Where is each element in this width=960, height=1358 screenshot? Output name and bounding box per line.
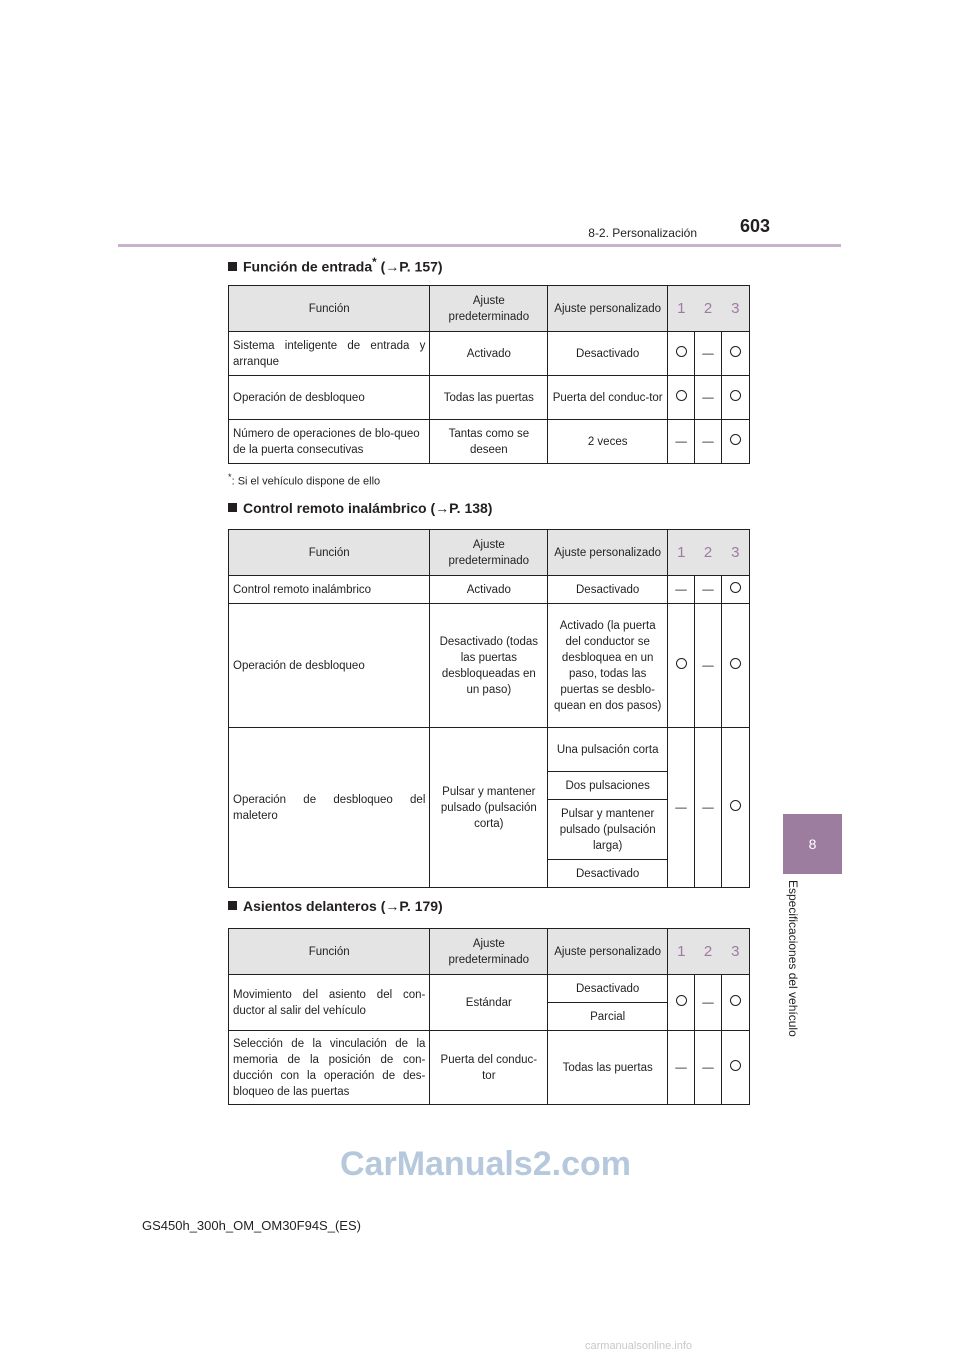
square-bullet-icon xyxy=(228,901,237,910)
table-header-cell: Ajuste personalizado xyxy=(548,929,668,975)
table-cell: Tantas como se deseen xyxy=(430,420,548,464)
table-header-cell: Ajuste predeterminado xyxy=(430,929,548,975)
table-row xyxy=(229,975,750,1003)
table-cell: Pulsar y mantener pulsado (pulsación larga) xyxy=(548,800,668,860)
running-header: 8-2. Personalización xyxy=(588,226,697,240)
table-cell: — xyxy=(695,1031,722,1105)
table-cell: Desactivado xyxy=(548,860,668,888)
table-cell: Activado xyxy=(430,332,548,376)
table-header-cell: Ajuste predeterminado xyxy=(430,530,548,576)
square-bullet-icon xyxy=(228,262,237,271)
table-cell: Selección de la vinculación de la memoria de la posición de con-ducción con la operación de des-bloqueo de las puertas xyxy=(229,1031,430,1105)
table-cell: Activado xyxy=(430,576,548,604)
section-title-control-remoto: Control remoto inalámbrico (→P. 138) xyxy=(228,500,492,516)
page-number: 603 xyxy=(740,216,771,236)
table-row xyxy=(229,604,750,728)
mark-available-icon xyxy=(722,604,750,728)
table-cell: — xyxy=(695,376,722,420)
header-rule xyxy=(118,244,841,247)
table-row xyxy=(229,420,750,464)
mark-available-icon xyxy=(668,376,695,420)
table-header-cell: 1 xyxy=(668,929,695,975)
mark-available-icon xyxy=(668,604,695,728)
table-funcion-entrada xyxy=(228,285,750,464)
document-code: GS450h_300h_OM_OM30F94S_(ES) xyxy=(142,1218,361,1233)
table-cell: — xyxy=(695,975,722,1031)
col-predeterminado: Ajuste predeterminado xyxy=(430,286,548,332)
table-cell: Desactivado (todas las puertas desbloqueadas en un paso) xyxy=(430,604,548,728)
table-cell: Desactivado xyxy=(548,332,668,376)
table-cell: — xyxy=(695,576,722,604)
table-header-cell: 2 xyxy=(695,530,722,576)
table-cell: Desactivado xyxy=(548,576,668,604)
mark-available-icon xyxy=(722,728,750,888)
table-header-cell: 2 xyxy=(695,929,722,975)
table-cell: — xyxy=(695,728,722,888)
table-row xyxy=(229,576,750,604)
table-cell: Todas las puertas xyxy=(548,1031,668,1105)
square-bullet-icon xyxy=(228,503,237,512)
table-cell: — xyxy=(668,576,695,604)
mark-available-icon xyxy=(722,332,750,376)
table-cell: Número de operaciones de blo-queo de la puerta consecutivas xyxy=(229,420,430,464)
table-header-cell: Función xyxy=(229,530,430,576)
mark-available-icon xyxy=(722,975,750,1031)
mark-available-icon xyxy=(722,376,750,420)
table-cell: Pulsar y mantener pulsado (pulsación corta) xyxy=(430,728,548,888)
table-header-cell: 3 xyxy=(722,530,750,576)
table-cell: Puerta del conduc-tor xyxy=(430,1031,548,1105)
table-cell: Operación de desbloqueo del maletero xyxy=(229,728,430,888)
table-cell: Desactivado xyxy=(548,975,668,1003)
mark-available-icon xyxy=(668,975,695,1031)
table-row xyxy=(229,1031,750,1105)
col-personalizado: Ajuste personalizado xyxy=(548,286,668,332)
table-cell: — xyxy=(668,420,695,464)
table-header-cell: 1 xyxy=(668,530,695,576)
table-cell: Puerta del conduc-tor xyxy=(548,376,668,420)
table-cell: Una pulsación corta xyxy=(548,728,668,772)
col-funcion: Función xyxy=(229,286,430,332)
chapter-title: Especificaciones del vehículo xyxy=(786,880,800,1037)
mark-available-icon xyxy=(722,420,750,464)
table-cell: Todas las puertas xyxy=(430,376,548,420)
chapter-tab xyxy=(783,814,842,874)
table-cell: Activado (la puerta del conductor se desbloquea en un paso, todas las puertas se desblo-quean en dos pasos) xyxy=(548,604,668,728)
col-3: 3 xyxy=(722,286,750,332)
table-header-cell: Función xyxy=(229,929,430,975)
table-cell: Movimiento del asiento del con-ductor al salir del vehículo xyxy=(229,975,430,1031)
watermark: CarManuals2.com xyxy=(340,1145,631,1183)
table-row xyxy=(229,728,750,772)
footnote-marker: * xyxy=(372,256,377,269)
table-cell: — xyxy=(668,1031,695,1105)
table-cell: — xyxy=(695,332,722,376)
mark-available-icon xyxy=(668,332,695,376)
table-cell: — xyxy=(695,604,722,728)
table-cell: Control remoto inalámbrico xyxy=(229,576,430,604)
bottom-watermark: carmanualsonline.info xyxy=(585,1340,693,1352)
mark-available-icon xyxy=(722,576,750,604)
mark-available-icon xyxy=(722,1031,750,1105)
table-cell: Sistema inteligente de entrada y arranque xyxy=(229,332,430,376)
chapter-number: 8 xyxy=(808,836,817,852)
table-cell: Operación de desbloqueo xyxy=(229,376,430,420)
table-row xyxy=(229,332,750,376)
table-cell: — xyxy=(668,728,695,888)
table-cell: Estándar xyxy=(430,975,548,1031)
footnote: *: Si el vehículo dispone de ello xyxy=(228,472,381,488)
table-cell: Operación de desbloqueo xyxy=(229,604,430,728)
section-title-asientos: Asientos delanteros (→P. 179) xyxy=(228,898,443,914)
table-cell: Dos pulsaciones xyxy=(548,772,668,800)
table-header-cell: Ajuste personalizado xyxy=(548,530,668,576)
table-header-cell: 3 xyxy=(722,929,750,975)
table-cell: Parcial xyxy=(548,1003,668,1031)
table-cell: — xyxy=(695,420,722,464)
col-2: 2 xyxy=(695,286,722,332)
table-cell: 2 veces xyxy=(548,420,668,464)
section-title-entrada: Función de entrada* (→P. 157) xyxy=(228,256,443,275)
table-asientos xyxy=(228,928,750,1105)
col-1: 1 xyxy=(668,286,695,332)
table-row xyxy=(229,376,750,420)
table-control-remoto xyxy=(228,529,750,888)
